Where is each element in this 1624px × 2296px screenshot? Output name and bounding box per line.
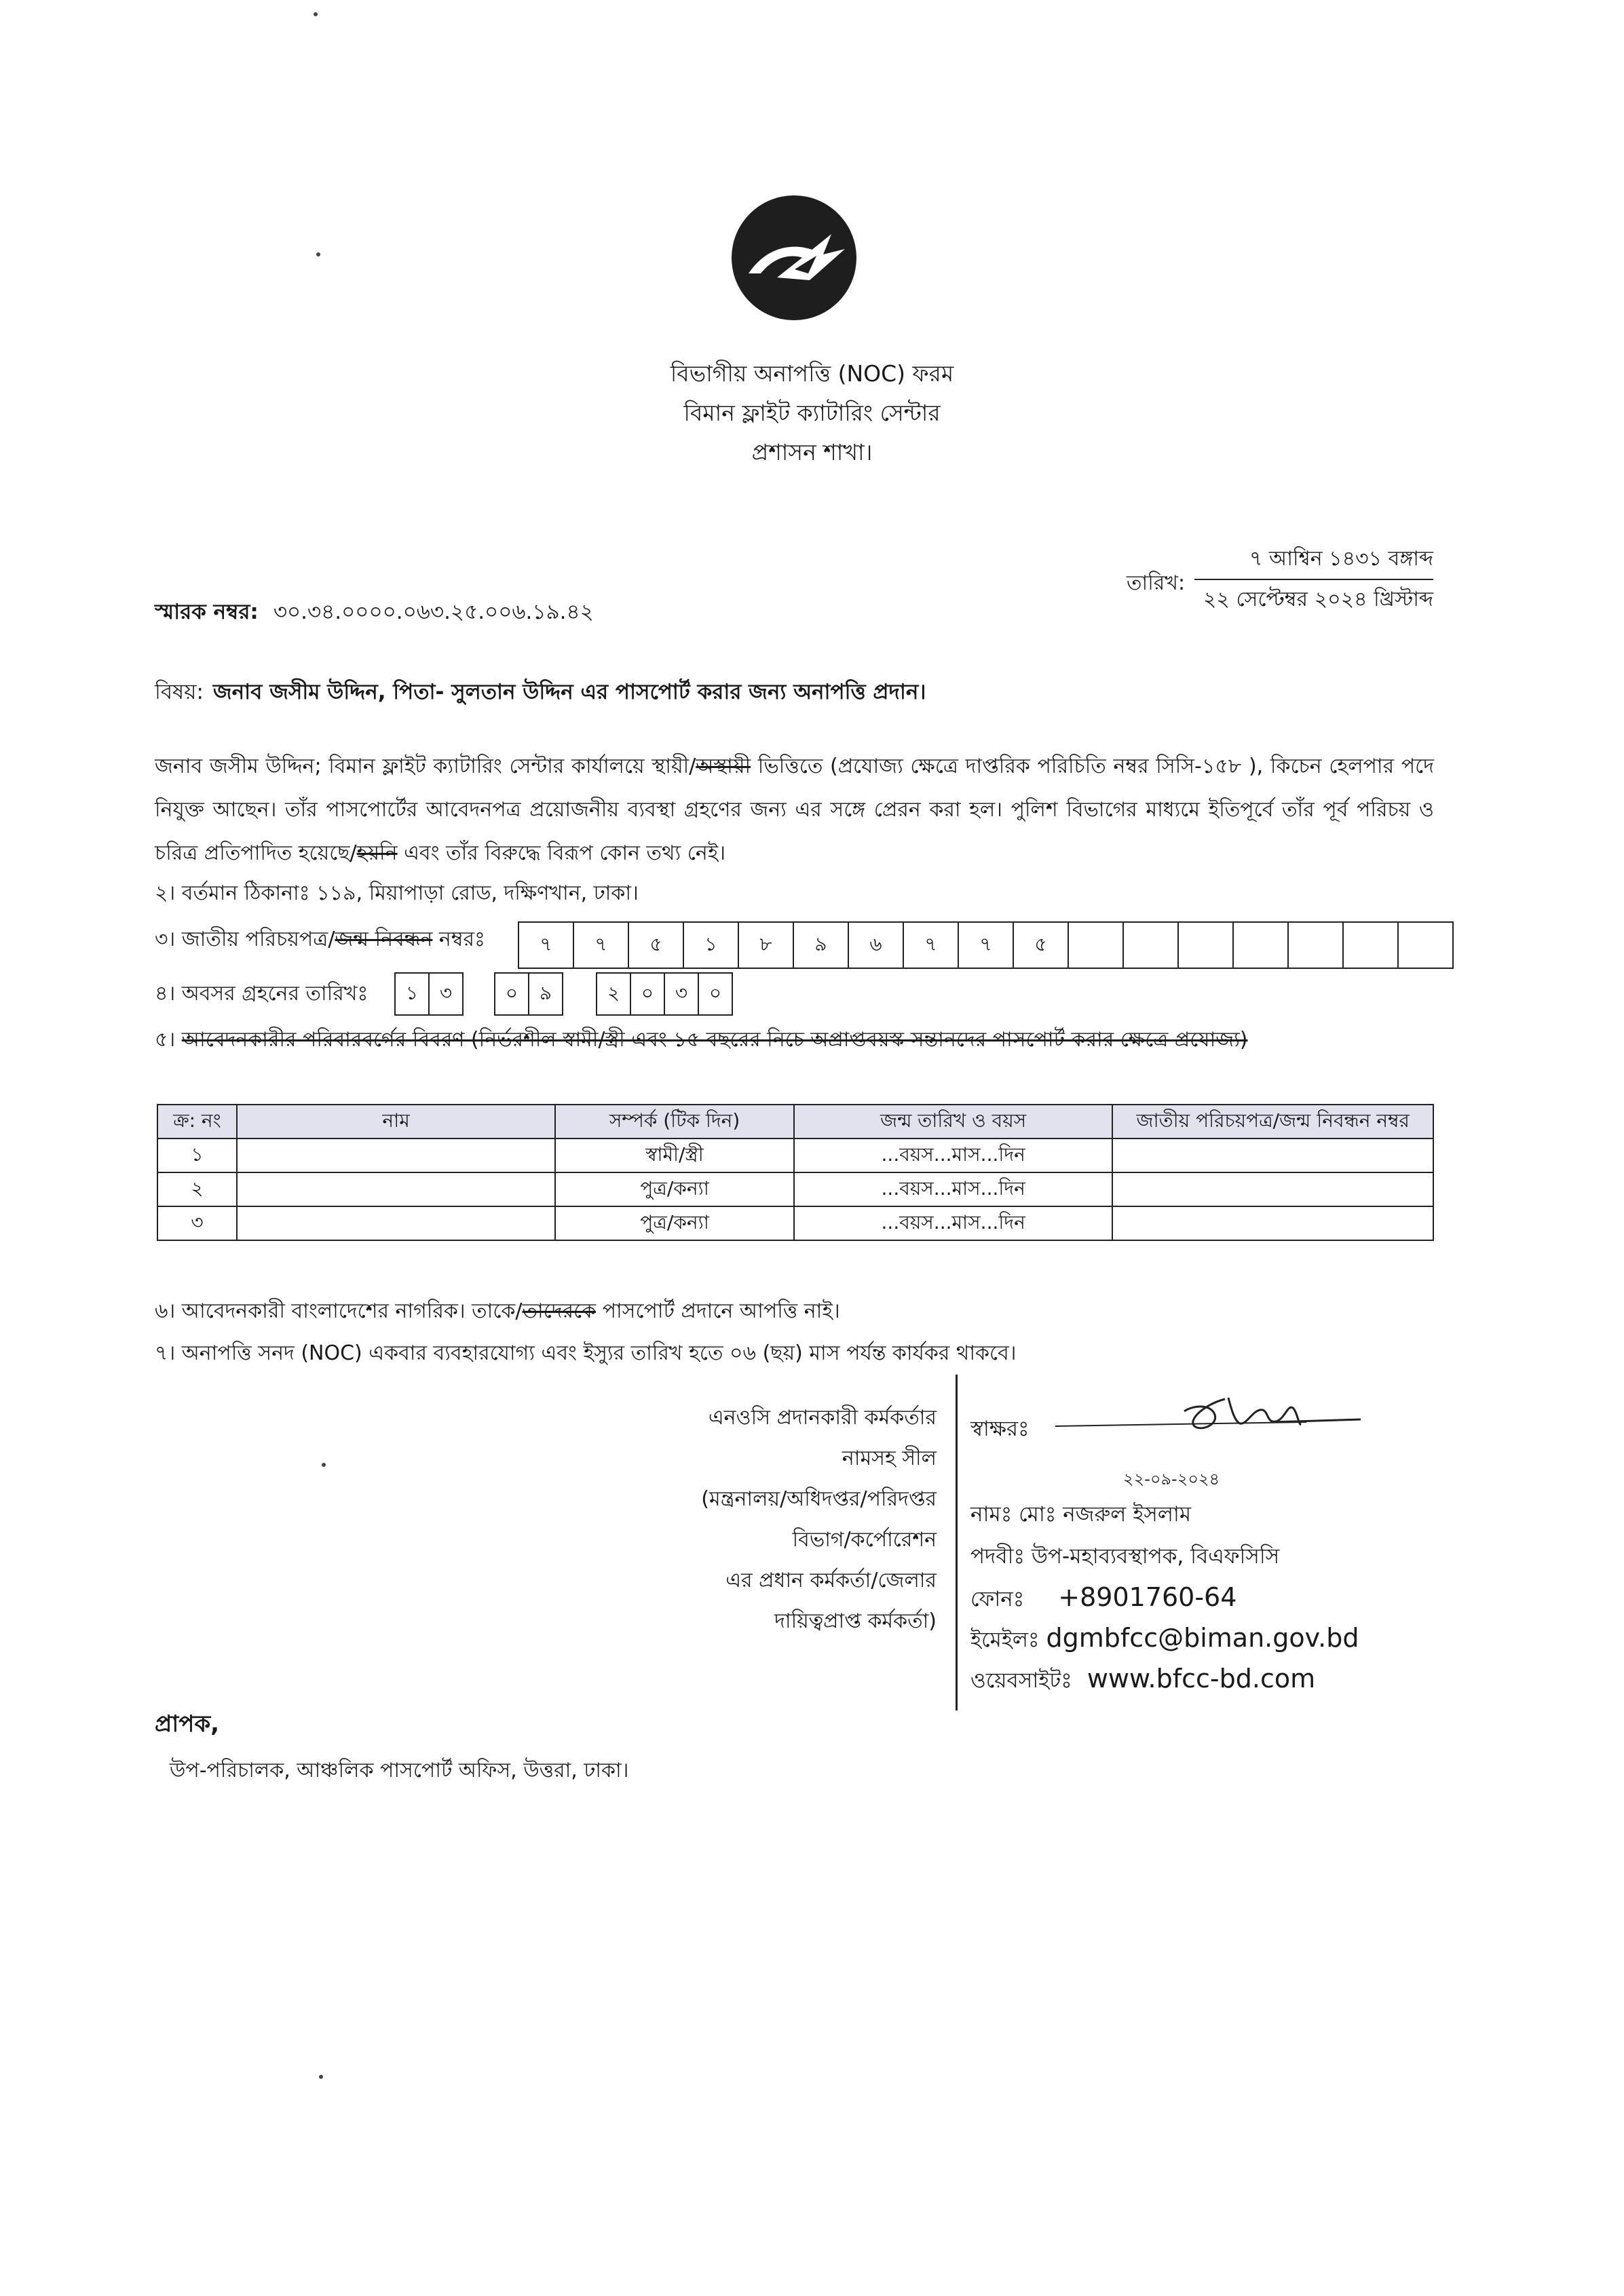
- item5-number: ৫।: [155, 1028, 182, 1052]
- scan-speck: [322, 1463, 326, 1467]
- noc-line: দায়িত্বপ্রাপ্ত কর্মকর্তা): [774, 1609, 937, 1633]
- noc-officer-block: [611, 1398, 937, 1642]
- signer-designation: পদবীঃ উপ-মহাব্যবস্থাপক, বিএফসিসি: [970, 1544, 1280, 1569]
- phone-row: [970, 1582, 1236, 1618]
- date-english: ২২ সেপ্টেম্বর ২০২৪ খ্রিস্টাব্দ: [1194, 579, 1433, 619]
- subject-line: [155, 676, 926, 711]
- scan-speck: [314, 12, 318, 16]
- table-cell: পুত্র/কন্যা: [555, 1172, 794, 1206]
- email-row: [970, 1623, 1359, 1659]
- table-header-cell: জাতীয় পরিচয়পত্র/জন্ম নিবন্ধন নম্বর: [1112, 1105, 1433, 1139]
- family-table-body: [157, 1139, 1433, 1240]
- retire-month-boxes: [495, 972, 563, 1016]
- date-bangla: ৭ আশ্বিন ১৪৩১ বঙ্গাব্দ: [1249, 547, 1433, 571]
- date-label: তারিখ:: [1127, 571, 1186, 595]
- scan-speck: [316, 252, 320, 256]
- digit-box: [1397, 921, 1454, 969]
- citizen-statement: [155, 1295, 840, 1329]
- recipient-title: প্রাপক,: [155, 1710, 220, 1738]
- subject-text: জনাব জসীম উদ্দিন, পিতা- সুলতান উদ্দিন এর পাসপোর্ট করার জন্য অনাপত্তি প্রদান।: [212, 680, 926, 704]
- retirement-label: ৪। অবসর গ্রহনের তারিখঃ: [155, 982, 369, 1006]
- noc-line: এর প্রধান কর্মকর্তা/জেলার: [725, 1569, 937, 1592]
- sign-date: ২২-০৯-২০২৪: [1123, 1470, 1220, 1489]
- para-text-b: ভিত্তিতে (প্রযোজ্য ক্ষেত্রে দাপ্তরিক পরিচিতি নম্বর সিসি-১৫৮ ), কিচেন হেলপার পদে নিযুক্ত আছেন। তাঁর পাসপোর্টের আবেদনপত্র প্রয়োজনীয় ব্যবস্থা গ্রহণের জন্য এর সঙ্গে প্রেরন করা হল। পুলিশ বিভাগের মাধ্যমে ইতিপূর্বে তাঁর পূর্ব পরিচয় ও চরিত্র প্রতিপাদিত হয়েছে/: [155, 754, 1434, 865]
- digit-box: ৭: [573, 921, 629, 969]
- digit-box: ৮: [738, 921, 794, 969]
- table-header-cell: সম্পর্ক (টিক দিন): [555, 1105, 794, 1139]
- table-cell: ...বয়স...মাস...দিন: [794, 1139, 1113, 1172]
- digit-box: ৯: [528, 972, 563, 1016]
- memo-number: [155, 596, 594, 631]
- struck-family-details: আবেদনকারীর পরিবারবর্গের বিবরণ (নির্ভরশীল স্বামী/স্ত্রী এবং ১৫ বছরের নিচে অপ্রাপ্তবয়স্ক সন্তানদের পাসপোর্ট করার ক্ষেত্রে প্রযোজ্য): [181, 1028, 1248, 1052]
- website-value: www.bfcc-bd.com: [1087, 1664, 1316, 1694]
- family-details-heading: [155, 1023, 1248, 1058]
- body-paragraph: [155, 745, 1434, 875]
- digit-box: [1122, 921, 1179, 969]
- table-header-cell: ক্র: নং: [157, 1105, 237, 1139]
- struck-birth-reg: জন্ম নিবন্ধন: [335, 927, 433, 951]
- noc-line: নামসহ সীল: [842, 1447, 937, 1470]
- table-cell: পুত্র/কন্যা: [555, 1206, 794, 1240]
- digit-box: ৫: [1013, 921, 1069, 969]
- phone-value: +8901760-64: [1058, 1582, 1237, 1612]
- digit-box: ৭: [903, 921, 959, 969]
- family-table: [157, 1104, 1434, 1241]
- digit-box: [1068, 921, 1124, 969]
- table-cell: [1112, 1206, 1433, 1240]
- struck-them: তাদেরকে: [522, 1299, 597, 1323]
- digit-box: ৭: [518, 921, 574, 969]
- handwritten-signature: [1049, 1384, 1367, 1448]
- retire-day-boxes: [396, 972, 464, 1016]
- phone-label: ফোনঃ: [970, 1587, 1025, 1611]
- digit-box: [1287, 921, 1344, 969]
- noc-line: (মন্ত্রনালয়/অধিদপ্তর/পরিদপ্তর: [701, 1487, 937, 1511]
- digit-box: ৯: [793, 921, 849, 969]
- nid-label-b: নম্বরঃ: [432, 927, 485, 951]
- digit-box: ০: [494, 972, 529, 1016]
- table-cell: ...বয়স...মাস...দিন: [794, 1172, 1113, 1206]
- recipient-address: উপ-পরিচালক, আঞ্চলিক পাসপোর্ট অফিস, উত্তরা, ঢাকা।: [170, 1759, 629, 1782]
- retire-year-boxes: [597, 972, 733, 1016]
- digit-box: ০: [630, 972, 665, 1016]
- noc-line: এনওসি প্রদানকারী কর্মকর্তার: [708, 1406, 937, 1430]
- sign-label: স্বাক্ষরঃ: [970, 1417, 1030, 1441]
- table-header-cell: জন্ম তারিখ ও বয়স: [794, 1105, 1113, 1139]
- family-table-header: [157, 1105, 1433, 1139]
- table-row: [157, 1139, 1433, 1172]
- email-value: dgmbfcc@biman.gov.bd: [1046, 1623, 1359, 1653]
- digit-box: ৭: [958, 921, 1014, 969]
- table-cell: [237, 1206, 555, 1240]
- table-cell: ২: [157, 1172, 237, 1206]
- digit-box: ৬: [848, 921, 904, 969]
- table-cell: স্বামী/স্ত্রী: [555, 1139, 794, 1172]
- digit-box: ০: [698, 972, 733, 1016]
- table-cell: ...বয়স...মাস...দিন: [794, 1206, 1113, 1240]
- header-line-2: বিমান ফ্লাইট ক্যাটারিং সেন্টার: [683, 400, 941, 426]
- subject-label: বিষয়:: [155, 680, 204, 704]
- table-header-cell: নাম: [237, 1105, 555, 1139]
- table-cell: [237, 1139, 555, 1172]
- struck-temporary: অস্থায়ী: [696, 754, 751, 778]
- signer-name: নামঃ মোঃ নজরুল ইসলাম: [970, 1502, 1192, 1527]
- digit-box: ১: [683, 921, 739, 969]
- table-cell: [1112, 1139, 1433, 1172]
- noc-line: বিভাগ/কর্পোরেশন: [792, 1528, 937, 1552]
- header-line-1: বিভাগীয় অনাপত্তি (NOC) ফরম: [670, 360, 954, 387]
- para-text-a: জনাব জসীম উদ্দিন; বিমান ফ্লাইট ক্যাটারিং সেন্টার কার্যালয়ে স্থায়ী/: [155, 754, 696, 778]
- website-row: [970, 1664, 1315, 1700]
- nid-label: [155, 923, 485, 957]
- table-row: [157, 1172, 1433, 1206]
- header-line-3: প্রশাসন শাখা।: [751, 439, 873, 465]
- date-block: [1194, 539, 1433, 619]
- table-cell: ১: [157, 1139, 237, 1172]
- memo-label: স্মারক নম্বর:: [155, 600, 259, 624]
- digit-box: ৩: [428, 972, 464, 1016]
- item6-a: ৬। আবেদনকারী বাংলাদেশের নাগরিক। তাকে/: [155, 1299, 523, 1323]
- nid-digit-boxes: [519, 921, 1454, 969]
- table-row: [157, 1206, 1433, 1240]
- digit-box: [1342, 921, 1399, 969]
- table-cell: ৩: [157, 1206, 237, 1240]
- digit-box: ২: [596, 972, 631, 1016]
- digit-box: ৩: [664, 972, 699, 1016]
- nid-label-a: ৩। জাতীয় পরিচয়পত্র/: [155, 927, 335, 951]
- digit-box: [1177, 921, 1234, 969]
- para-text-c: এবং তাঁর বিরুদ্ধে বিরূপ কোন তথ্য নেই।: [397, 841, 726, 865]
- current-address: ২। বর্তমান ঠিকানাঃ ১১৯, মিয়াপাড়া রোড, দক্ষিণখান, ঢাকা।: [155, 881, 639, 905]
- email-label: ইমেইলঃ: [970, 1628, 1040, 1652]
- digit-box: ১: [394, 972, 430, 1016]
- memo-value: ৩০.৩৪.০০০০.০৬৩.২৫.০০৬.১৯.৪২: [273, 600, 594, 624]
- form-title: [0, 354, 1624, 472]
- item6-b: পাসপোর্ট প্রদানে আপত্তি নাই।: [596, 1299, 840, 1323]
- noc-validity: ৭। অনাপত্তি সনদ (NOC) একবার ব্যবহারযোগ্য এবং ইস্যুর তারিখ হতে ০৬ (ছয়) মাস পর্যন্ত কার্যকর থাকবে।: [155, 1341, 1017, 1365]
- biman-logo: [730, 193, 858, 322]
- digit-box: [1232, 921, 1289, 969]
- website-label: ওয়েবসাইটঃ: [970, 1668, 1072, 1693]
- scan-speck: [319, 2075, 323, 2079]
- struck-not-verified: হয়নি: [356, 841, 398, 865]
- digit-box: ৫: [628, 921, 684, 969]
- table-cell: [1112, 1172, 1433, 1206]
- table-cell: [237, 1172, 555, 1206]
- divider-line: [956, 1375, 958, 1710]
